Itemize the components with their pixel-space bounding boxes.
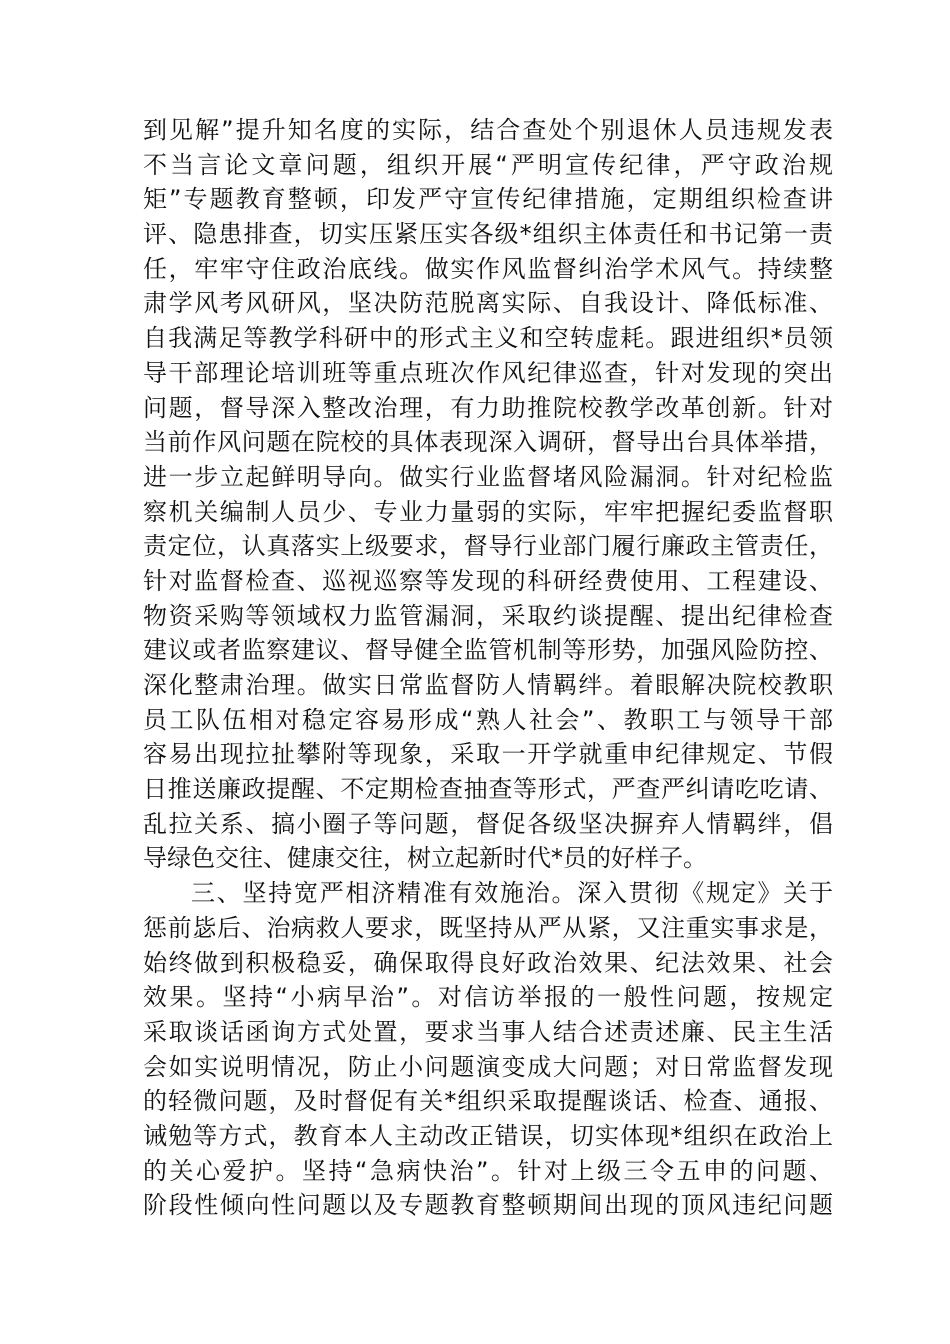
text-line: 矩”专题教育整顿，印发严守宣传纪律措施，定期组织检查讲	[143, 185, 833, 214]
paragraph-1	[143, 113, 833, 876]
text-line: 当前作风问题在院校的具体表现深入调研，督导出台具体举措，	[143, 428, 833, 457]
text-line: 建议或者监察建议、督导健全监管机制等形势，加强风险防控、	[143, 636, 833, 665]
text-line: 不当言论文章问题，组织开展“严明宣传纪律，严守政治规	[143, 150, 833, 179]
text-line: 会如实说明情况，防止小问题演变成大问题；对日常监督发现	[143, 1052, 833, 1081]
text-line: 惩前毖后、治病救人要求，既坚持从严从紧，又注重实事求是，	[143, 913, 833, 942]
text-line: 任，牢牢守住政治底线。做实作风监督纠治学术风气。持续整	[143, 254, 833, 283]
text-line: 进一步立起鲜明导向。做实行业监督堵风险漏洞。针对纪检监	[143, 462, 833, 491]
text-line: 物资采购等领域权力监管漏洞，采取约谈提醒、提出纪律检查	[143, 601, 833, 630]
text-line: 问题，督导深入整改治理，有力助推院校教学改革创新。针对	[143, 393, 833, 422]
text-line: 的关心爱护。坚持“急病快治”。针对上级三令五申的问题、	[143, 1156, 833, 1185]
section-heading-line: 三、坚持宽严相济精准有效施治。深入贯彻《规定》关于	[191, 879, 833, 908]
text-line: 诫勉等方式，教育本人主动改正错误，切实体现*组织在政治上	[143, 1121, 833, 1150]
text-line: 始终做到积极稳妥，确保取得良好政治效果、纪法效果、社会	[143, 948, 833, 977]
text-line: 肃学风考风研风，坚决防范脱离实际、自我设计、降低标准、	[143, 289, 833, 318]
text-line: 导绿色交往、健康交往，树立起新时代*员的好样子。	[143, 844, 707, 873]
text-line: 采取谈话函询方式处置，要求当事人结合述责述廉、民主生活	[143, 1017, 833, 1046]
text-line: 效果。坚持“小病早治”。对信访举报的一般性问题，按规定	[143, 983, 833, 1012]
text-line: 乱拉关系、搞小圈子等问题，督促各级坚决摒弃人情羁绊，倡	[143, 809, 833, 838]
text-line: 到见解”提升知名度的实际，结合查处个别退休人员违规发表	[143, 116, 833, 144]
text-line: 自我满足等教学科研中的形式主义和空转虚耗。跟进组织*员领	[143, 324, 833, 353]
document-body	[143, 113, 833, 1223]
text-line: 责定位，认真落实上级要求，督导行业部门履行廉政主管责任，	[143, 532, 833, 561]
text-line: 察机关编制人员少、专业力量弱的实际，牢牢把握纪委监督职	[143, 497, 833, 526]
text-line: 日推送廉政提醒、不定期检查抽查等形式，严查严纠请吃吃请、	[143, 775, 833, 804]
paragraph-2	[143, 876, 833, 1223]
text-line: 容易出现拉扯攀附等现象，采取一开学就重申纪律规定、节假	[143, 740, 833, 769]
text-line: 针对监督检查、巡视巡察等发现的科研经费使用、工程建设、	[143, 566, 833, 595]
text-line: 深化整肃治理。做实日常监督防人情羁绊。着眼解决院校教职	[143, 671, 833, 699]
text-line: 员工队伍相对稳定容易形成“熟人社会”、教职工与领导干部	[143, 705, 833, 734]
text-line: 导干部理论培训班等重点班次作风纪律巡查，针对发现的突出	[143, 358, 833, 387]
text-line: 阶段性倾向性问题以及专题教育整顿期间出现的顶风违纪问题	[143, 1191, 833, 1220]
text-line: 评、隐患排查，切实压紧压实各级*组织主体责任和书记第一责	[143, 220, 833, 249]
text-line: 的轻微问题，及时督促有关*组织采取提醒谈话、检查、通报、	[143, 1087, 833, 1116]
